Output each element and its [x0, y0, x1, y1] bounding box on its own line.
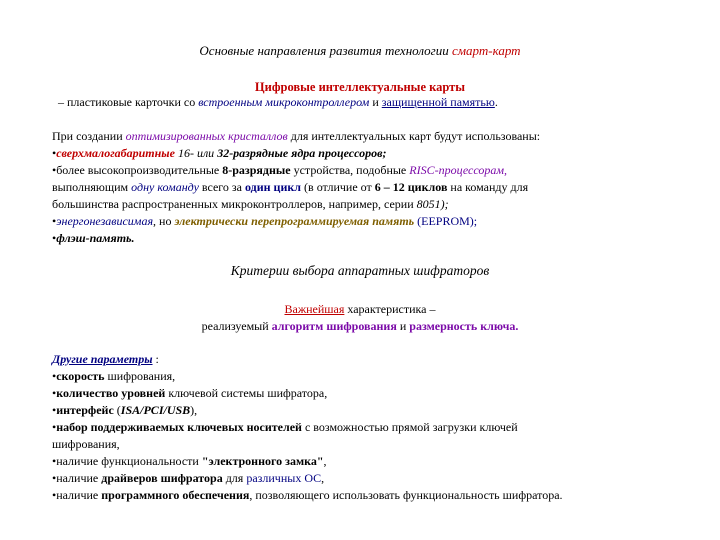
bullet3-eeprom: (EEPROM);	[417, 214, 478, 228]
bullet-2-line2	[52, 179, 528, 196]
param-rest: ,	[323, 454, 327, 468]
para-prefix: При создании	[52, 129, 123, 143]
param-item-3	[52, 402, 197, 419]
param-rest: , позволяющего использовать функциональность шифратора.	[249, 488, 563, 502]
param-item-7	[52, 487, 563, 504]
line1-rest: характеристика –	[347, 302, 436, 316]
intro-middle: и	[372, 95, 379, 109]
bullet-dot: •	[52, 231, 57, 245]
bullet-3	[52, 213, 477, 230]
bullet2-bits: 8-разрядные	[222, 163, 291, 177]
line2-mid: и	[399, 319, 407, 333]
param-item-2	[52, 385, 327, 402]
bullet-dot: •	[52, 214, 57, 228]
bullet-2	[52, 162, 507, 179]
bullet-dot: •	[52, 454, 57, 468]
bullet2-one-cmd: одну команду	[131, 180, 199, 194]
param-bold: набор поддерживаемых ключевых носителей	[56, 420, 302, 434]
bullet-dot: •	[52, 420, 57, 434]
intro-prefix: – пластиковые карточки со	[58, 95, 196, 109]
section1-intro	[58, 94, 498, 111]
bullet2-line2-prefix: выполняющим	[52, 180, 129, 194]
bullet4-flash: флэш-память.	[56, 231, 135, 245]
bullet2-line2-suffix: на команду для	[450, 180, 529, 194]
section1-heading: Цифровые интеллектуальные карты	[254, 80, 466, 94]
bullet-2-line3	[52, 196, 449, 213]
bullet1-core: 32-разрядные ядра процессоров;	[217, 146, 387, 160]
param-prefix: наличие	[56, 488, 99, 502]
intro-protected: защищенной памятью	[381, 95, 495, 109]
param-item-5	[52, 453, 327, 470]
line2-prefix: реализуемый	[201, 319, 269, 333]
bullet3-mid: , но	[153, 214, 172, 228]
bullet-4	[52, 230, 135, 247]
param-bold: скорость	[56, 369, 105, 383]
param-mid: для	[225, 471, 244, 485]
bullet2-cycles: 6 – 12 циклов	[374, 180, 448, 194]
param-bold: количество уровней	[56, 386, 166, 400]
bullet3-nonvolatile: энергонезависимая	[56, 214, 154, 228]
param-bold: программного обеспечения	[101, 488, 250, 502]
param-bold: "электронного замка"	[201, 454, 324, 468]
bullet2-line2-mid: всего за	[201, 180, 242, 194]
bullet2-risc: RISC-процессорам,	[409, 163, 508, 177]
bullet1-mid: 16- или	[177, 146, 215, 160]
bullet2-line3-prefix: большинства распространенных микроконтроллеров, например, серии	[52, 197, 414, 211]
title-accent: смарт-карт	[451, 43, 521, 58]
param-item-1	[52, 368, 175, 385]
bullet-dot: •	[52, 488, 57, 502]
intro-suffix: .	[494, 95, 498, 109]
bullet3-eeprom-text: электрически перепрограммируемая память	[174, 214, 415, 228]
bullet1-term: сверхмалогабаритные	[56, 146, 175, 160]
para-optimized: оптимизированных кристаллов	[125, 129, 288, 143]
param-colored: различных ОС	[246, 471, 322, 485]
line1-key: Важнейшая	[284, 302, 345, 316]
param-rest: с возможностью прямой загрузки ключей	[304, 420, 518, 434]
section2-line1	[0, 302, 720, 317]
param-prefix: наличие	[56, 471, 99, 485]
bullet2-series: 8051);	[416, 197, 449, 211]
bullet2-line2-mid2: (в отличие от	[304, 180, 372, 194]
param-item-4	[52, 419, 518, 436]
param-italic: ISA/PCI/USB	[120, 403, 191, 417]
param-item-4-cont	[52, 436, 120, 453]
bullet-dot: •	[52, 471, 57, 485]
para-suffix: для интеллектуальных карт будут использованы:	[290, 129, 541, 143]
line2-algo: алгоритм шифрования	[271, 319, 397, 333]
bullet-dot: •	[52, 163, 57, 177]
bullet-dot: •	[52, 369, 57, 383]
bullet2-mid: устройства, подобные	[293, 163, 407, 177]
param-cont: шифрования,	[52, 437, 120, 451]
section1-para	[52, 128, 540, 145]
param-open: (	[116, 403, 121, 417]
other-params	[52, 351, 159, 368]
bullet-dot: •	[52, 403, 57, 417]
bullet-1	[52, 145, 387, 162]
other-params-colon: :	[155, 352, 159, 366]
other-params-label: Другие параметры	[52, 352, 153, 366]
param-bold: драйверов шифратора	[101, 471, 223, 485]
section2-heading: Критерии выбора аппаратных шифраторов	[230, 263, 490, 278]
title-main: Основные направления развития технологии	[199, 43, 449, 58]
page-title	[0, 43, 720, 59]
param-item-6	[52, 470, 324, 487]
line2-keysize: размерность ключа.	[409, 319, 519, 333]
section2-line2	[0, 319, 720, 334]
param-prefix: наличие функциональности	[56, 454, 199, 468]
intro-embedded: встроенным микроконтроллером	[198, 95, 370, 109]
param-close: ),	[190, 403, 198, 417]
bullet2-one-cycle: один цикл	[245, 180, 302, 194]
param-rest: ,	[321, 471, 325, 485]
param-rest: шифрования,	[107, 369, 176, 383]
param-rest: ключевой системы шифратора,	[168, 386, 328, 400]
bullet-dot: •	[52, 386, 57, 400]
bullet-dot: •	[52, 146, 57, 160]
param-bold: интерфейс	[56, 403, 114, 417]
bullet2-prefix: более высокопроизводительные	[56, 163, 220, 177]
